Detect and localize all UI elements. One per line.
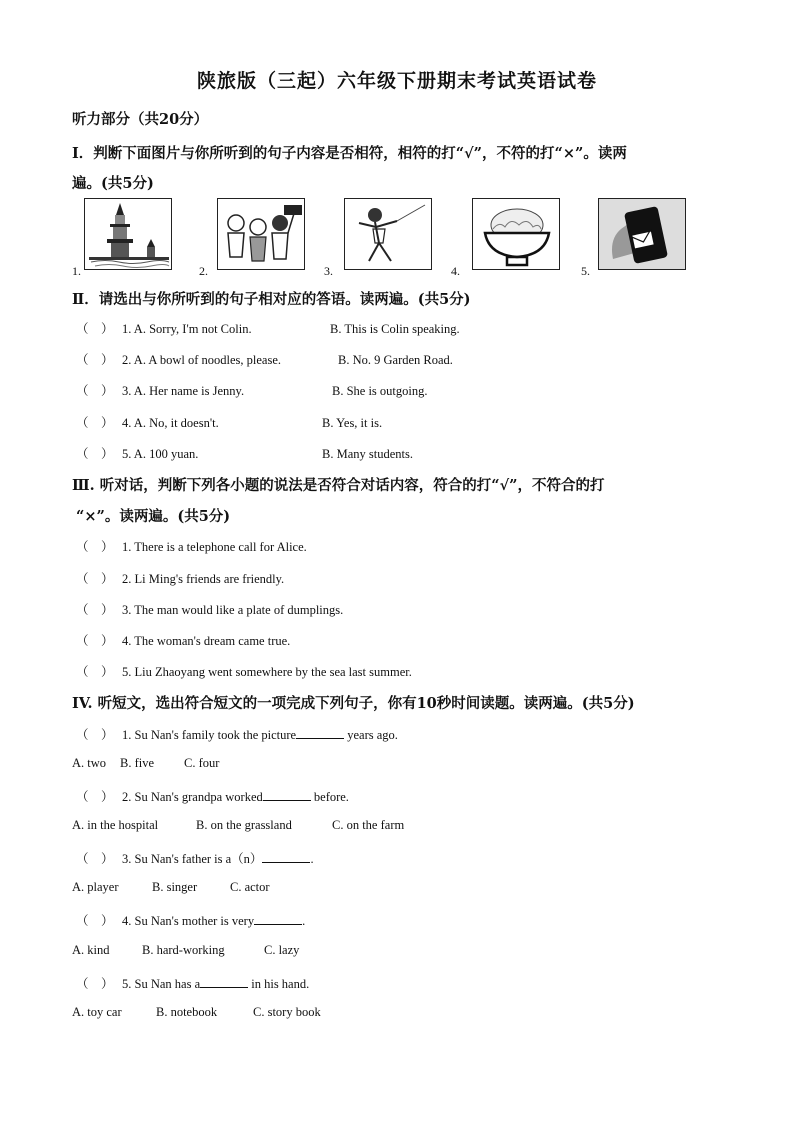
list-item: （ ） 5. Liu Zhaoyang went somewhere by the sea last summer. [76, 665, 412, 679]
part1-heading-line1: Ⅰ．判断下面图片与你所听到的句子内容是否相符，相符的打“√”，不符的打“×”。读两 [72, 145, 627, 162]
part4-heading: IV. 听短文，选出符合短文的一项完成下列句子，你有10秒时间读题。读两遍。(共5分) [72, 695, 635, 712]
part3-heading-line1: Ⅲ. 听对话，判断下列各小题的说法是否符合对话内容，符合的打“√”，不符合的打 [72, 477, 605, 494]
answer-blank [254, 913, 302, 925]
list-item: （ ） 5. Su Nan has a in his hand. [76, 977, 310, 991]
picture-row [72, 198, 712, 278]
list-item: （ ） 4. A. No, it doesn't. B. Yes, it is. [76, 416, 383, 430]
list-item: （ ） 3. A. Her name is Jenny. B. She is outgoing. [76, 384, 428, 398]
options-row: A. player B. singer C. actor [72, 880, 270, 894]
list-item: （ ） 3. The man would like a plate of dumplings. [76, 603, 344, 617]
list-item: （ ） 2. Li Ming's friends are friendly. [76, 572, 285, 586]
options-row: A. toy car B. notebook C. story book [72, 1005, 321, 1019]
picture-number: 5. [581, 264, 590, 278]
children-group-icon [217, 198, 305, 270]
answer-blank [263, 789, 311, 801]
list-item: （ ） 5. A. 100 yuan. B. Many students. [76, 447, 413, 461]
answer-blank [296, 727, 344, 739]
options-row: A. two B. five C. four [72, 756, 220, 770]
picture-number: 4. [451, 264, 460, 278]
part1-heading-line2: 遍。(共5分) [72, 175, 154, 192]
section-listening-heading: 听力部分（共20分） [72, 111, 209, 128]
list-item: （ ） 2. A. A bowl of noodles, please. B. No. 9 Garden Road. [76, 353, 453, 367]
part3-heading-line2: “×”。读两遍。(共5分) [76, 508, 231, 525]
options-row: A. kind B. hard-working C. lazy [72, 943, 300, 957]
picture-number: 3. [324, 264, 333, 278]
list-item: （ ） 1. There is a telephone call for Alice. [76, 540, 307, 554]
list-item: （ ） 4. Su Nan's mother is very . [76, 914, 306, 928]
picture-number: 1. [72, 264, 81, 278]
bowl-of-rice-icon [472, 198, 560, 270]
options-row: A. in the hospital B. on the grassland C. on the farm [72, 818, 405, 832]
list-item: （ ） 1. Su Nan's family took the picture years ago. [76, 728, 398, 742]
boy-flying-kite-icon [344, 198, 432, 270]
list-item: （ ） 1. A. Sorry, I'm not Colin. B. This is Colin speaking. [76, 322, 460, 336]
list-item: （ ） 3. Su Nan's father is a（n） . [76, 852, 314, 866]
answer-blank [200, 976, 248, 988]
phone-message-icon [598, 198, 686, 270]
picture-number: 2. [199, 264, 208, 278]
answer-blank [262, 851, 310, 863]
page-title: 陕旅版（三起）六年级下册期末考试英语试卷 [196, 70, 597, 92]
list-item: （ ） 2. Su Nan's grandpa worked before. [76, 790, 349, 804]
list-item: （ ） 4. The woman's dream came true. [76, 634, 291, 648]
part2-heading: Ⅱ．请选出与你所听到的句子相对应的答语。读两遍。(共5分) [72, 291, 471, 308]
pagoda-icon [84, 198, 172, 270]
